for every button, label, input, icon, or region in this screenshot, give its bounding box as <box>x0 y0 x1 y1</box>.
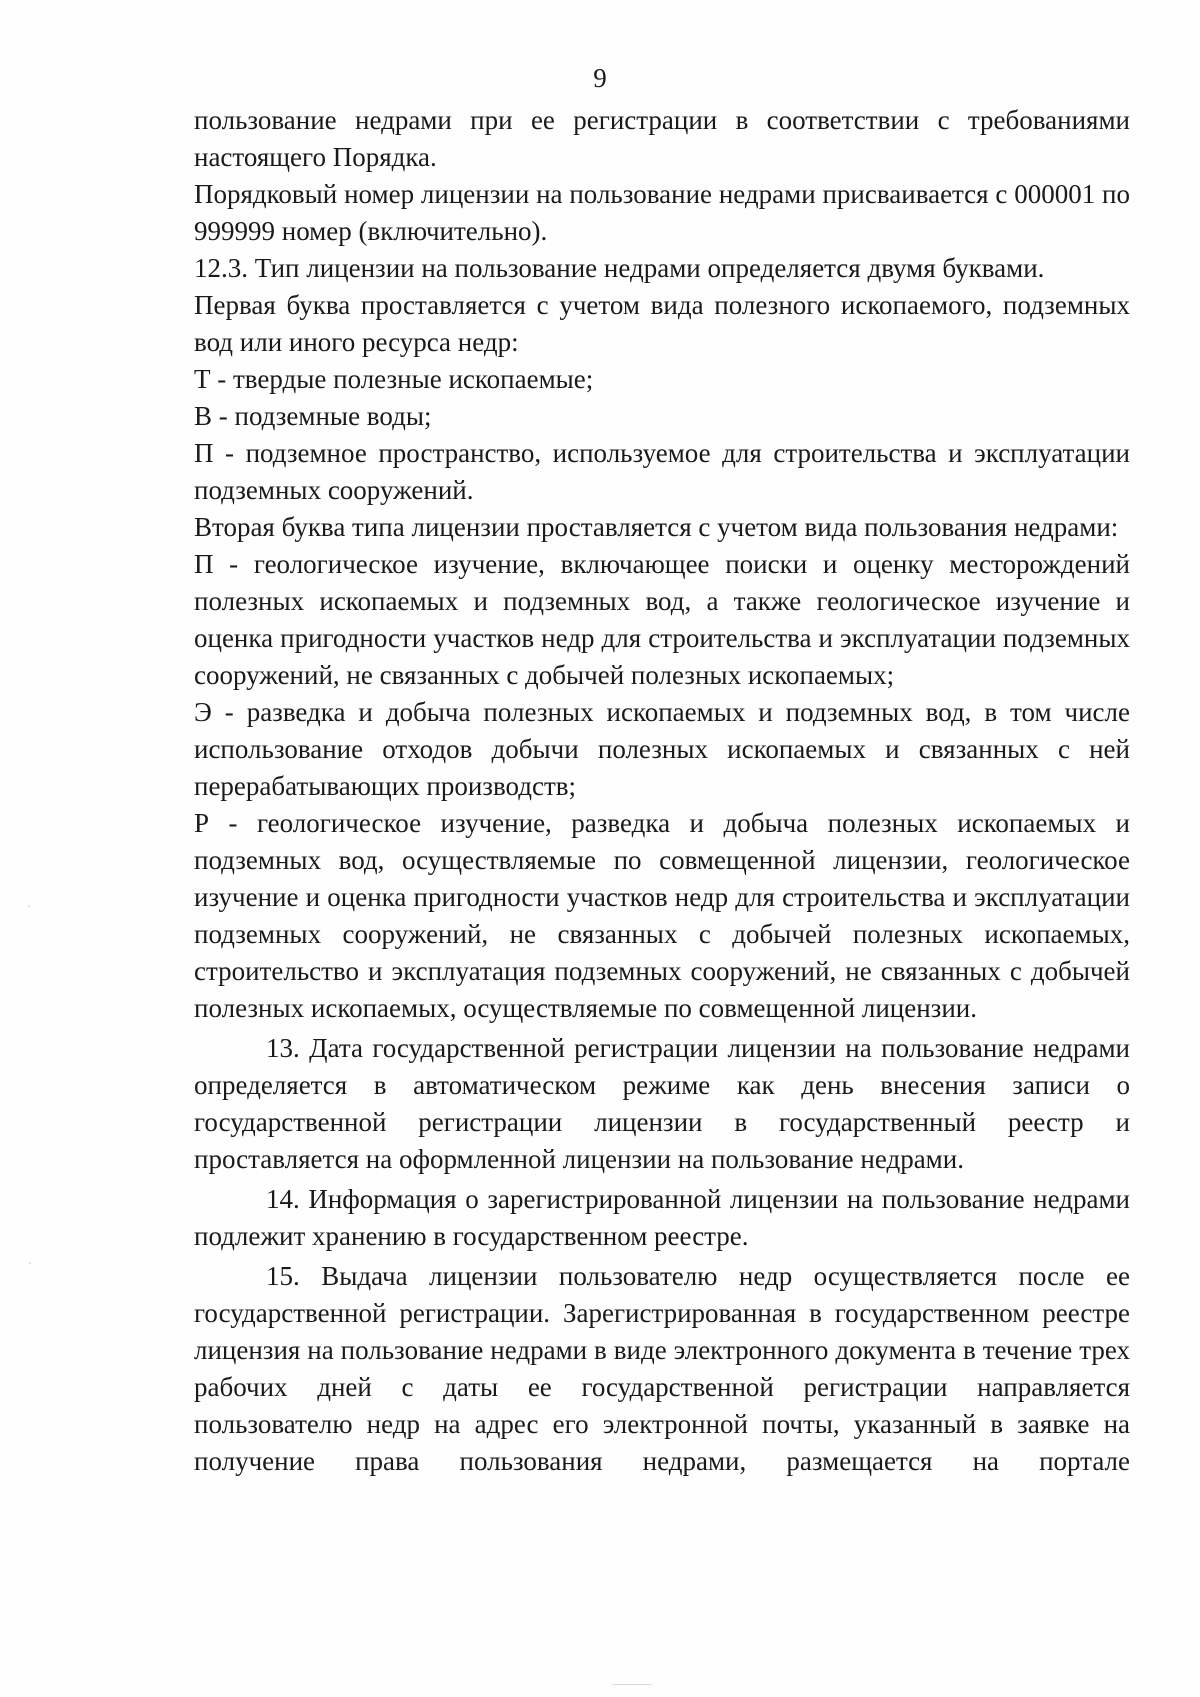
list-item-t: Т - твердые полезные ископаемые; <box>194 364 594 394</box>
scan-speck <box>28 905 30 907</box>
list-item-r: Р - геологическое изучение, разведка и добыча полезных ископаемых и подземных вод, осуществляемые по совмещенной лицензии, геологическое изучение и оценка пригодности участков недр для строительства и эксплуатации подземных сооружений, не связанных с добычей полезных ископаемых, строительство и эксплуатация подземных сооружений, не связанных с добычей полезных ископаемых, осуществляемые по совмещенной лицензии. <box>194 808 1130 1023</box>
list-item-p-space: П - подземное пространство, используемое для строительства и эксплуатации подземных сооружений. <box>194 438 1130 505</box>
paragraph-13: 13. Дата государственной регистрации лицензии на пользование недрами определяется в автоматическом режиме как день внесения записи о государственной регистрации лицензии в государственный реестр и проставляется на оформленной лицензии на пользование недрами. <box>194 1033 1130 1174</box>
paragraph-14: 14. Информация о зарегистрированной лицензии на пользование недрами подлежит хранению в государственном реестре. <box>194 1184 1130 1251</box>
list-item-v: В - подземные воды; <box>194 401 432 431</box>
scan-speck <box>29 1262 31 1264</box>
paragraph-12-3: 12.3. Тип лицензии на пользование недрами определяется двумя буквами. <box>194 253 1045 283</box>
scan-speck <box>612 1684 652 1685</box>
paragraph-continuation: пользование недрами при ее регистрации в соответствии с требованиями настоящего Порядка. <box>194 105 1130 172</box>
paragraph-15: 15. Выдача лицензии пользователю недр осуществляется после ее государственной регистрации. Зарегистрированная в государственном реестре лицензия на пользование недрами в виде электронного документа в течение трех рабочих дней с даты ее государственной регистрации направляется пользователю недр на адрес его электронной почты, указанный в заявке на получение права пользования недрами, размещается на портале <box>194 1261 1130 1476</box>
paragraph-serial-number: Порядковый номер лицензии на пользование недрами присваивается с 000001 по 999999 номер (включительно). <box>194 179 1130 246</box>
page-number: 9 <box>593 63 607 93</box>
paragraph-first-letter: Первая буква проставляется с учетом вида полезного ископаемого, подземных вод или иного ресурса недр: <box>194 290 1130 357</box>
list-item-p-study: П - геологическое изучение, включающее поиски и оценку месторождений полезных ископаемых и подземных вод, а также геологическое изучение и оценка пригодности участков недр для строительства и эксплуатации подземных сооружений, не связанных с добычей полезных ископаемых; <box>194 549 1130 690</box>
document-body <box>194 102 1130 1480</box>
list-item-e: Э - разведка и добыча полезных ископаемых и подземных вод, в том числе использование отходов добычи полезных ископаемых и связанных с ней перерабатывающих производств; <box>194 697 1130 801</box>
paragraph-second-letter: Вторая буква типа лицензии проставляется с учетом вида пользования недрами: <box>194 512 1119 542</box>
